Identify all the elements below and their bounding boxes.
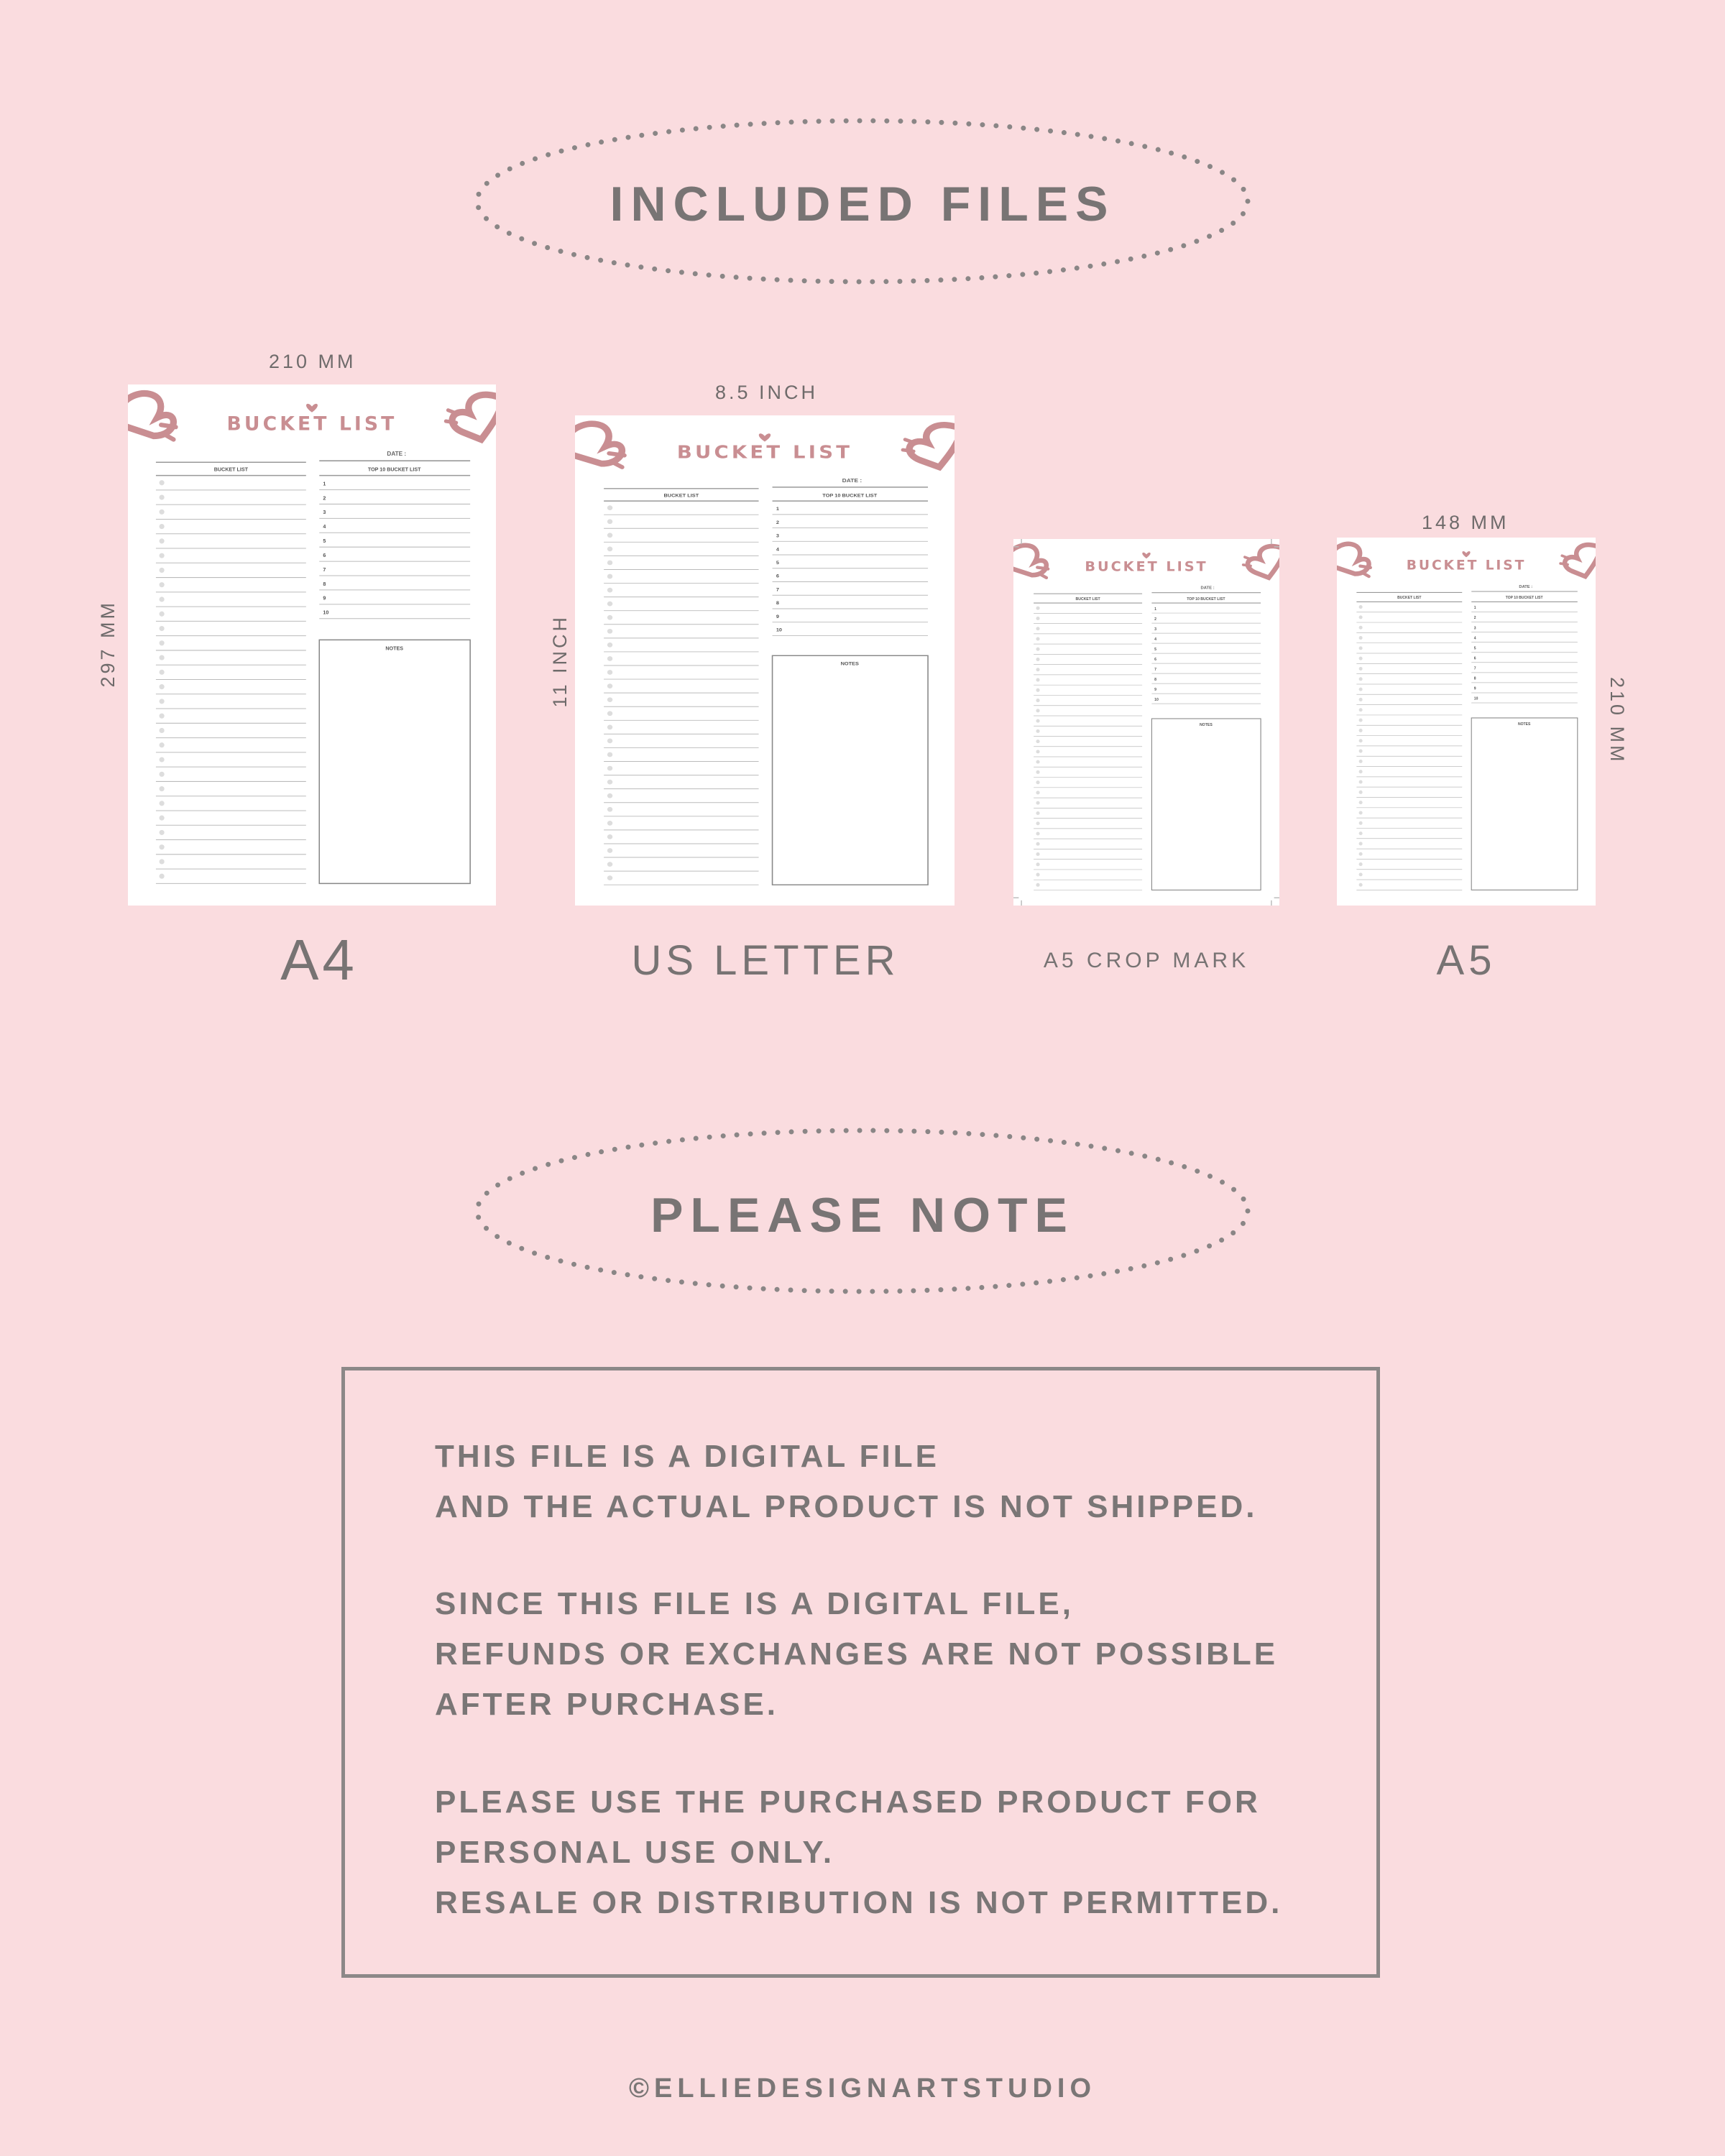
top10-number: 4 bbox=[1154, 637, 1156, 642]
top10-number: 4 bbox=[776, 547, 779, 553]
notes-label: NOTES bbox=[1199, 723, 1213, 727]
planner-page bbox=[128, 384, 496, 906]
heart-right-icon bbox=[1248, 546, 1279, 578]
included-files-title: INCLUDED FILES bbox=[610, 177, 1116, 231]
a5-width-label: 148 MM bbox=[1422, 512, 1509, 533]
top10-number: 5 bbox=[776, 561, 779, 566]
a4-planner-preview bbox=[128, 384, 496, 906]
top10-number: 4 bbox=[1473, 636, 1476, 641]
top10-number: 2 bbox=[1154, 617, 1156, 622]
top10-number: 5 bbox=[323, 538, 326, 545]
planner-page bbox=[1013, 539, 1279, 906]
bucket-list-header: BUCKET LIST bbox=[663, 493, 699, 499]
notice-paragraph-1 bbox=[435, 1432, 1258, 1532]
us-letter-height-label: 11 INCH bbox=[549, 614, 571, 708]
top10-number: 1 bbox=[1473, 606, 1476, 611]
please-note-title: PLEASE NOTE bbox=[650, 1188, 1075, 1243]
planner-date-label: DATE : bbox=[842, 477, 862, 484]
top10-number: 2 bbox=[776, 520, 779, 525]
top10-number: 6 bbox=[1473, 656, 1476, 661]
heart-right-icon bbox=[1565, 545, 1596, 576]
notes-label: NOTES bbox=[840, 661, 859, 667]
top10-number: 4 bbox=[323, 524, 326, 530]
small-heart-icon bbox=[1462, 551, 1470, 557]
small-heart-icon bbox=[759, 433, 770, 441]
small-heart-icon bbox=[306, 404, 318, 413]
top10-number: 10 bbox=[776, 627, 783, 633]
notes-label: NOTES bbox=[1517, 722, 1531, 727]
bucket-list-header: BUCKET LIST bbox=[1075, 596, 1100, 602]
bucket-list-header: BUCKET LIST bbox=[1397, 596, 1422, 601]
notice-line: AND THE ACTUAL PRODUCT IS NOT SHIPPED. bbox=[435, 1489, 1258, 1524]
top10-number: 2 bbox=[323, 495, 326, 502]
a5-planner-preview bbox=[1337, 538, 1596, 906]
top10-number: 10 bbox=[1473, 696, 1478, 701]
heart-right-icon bbox=[452, 395, 496, 439]
planner-date-label: DATE : bbox=[1200, 586, 1215, 591]
top10-number: 9 bbox=[1154, 687, 1156, 692]
top10-number: 8 bbox=[323, 581, 326, 587]
notice-line: THIS FILE IS A DIGITAL FILE bbox=[435, 1439, 939, 1474]
top10-number: 8 bbox=[776, 601, 779, 607]
top10-number: 6 bbox=[323, 552, 326, 558]
notice-line: PERSONAL USE ONLY. bbox=[435, 1835, 835, 1870]
top10-number: 9 bbox=[776, 614, 779, 619]
top10-number: 3 bbox=[1154, 627, 1156, 632]
planner-date-label: DATE : bbox=[1519, 584, 1533, 589]
top10-number: 5 bbox=[1473, 646, 1476, 651]
planner-page bbox=[1337, 538, 1596, 906]
planner-title: BUCKET LIST bbox=[226, 413, 397, 436]
top10-number: 10 bbox=[1154, 697, 1159, 702]
top10-number: 3 bbox=[776, 533, 779, 539]
heart-left-icon bbox=[1337, 544, 1369, 574]
notice-line: RESALE OR DISTRIBUTION IS NOT PERMITTED. bbox=[435, 1885, 1283, 1920]
a5-size-label: A5 bbox=[1436, 937, 1496, 984]
top10-number: 9 bbox=[1473, 686, 1476, 691]
heart-right-icon bbox=[909, 425, 954, 467]
top10-header: TOP 10 BUCKET LIST bbox=[367, 466, 421, 473]
top10-number: 7 bbox=[1473, 666, 1476, 671]
us-letter-size-label: US LETTER bbox=[631, 937, 900, 984]
top10-number: 7 bbox=[1154, 667, 1156, 672]
a5-crop-planner-preview bbox=[1013, 539, 1279, 906]
small-heart-icon bbox=[1142, 553, 1151, 558]
notice-paragraph-2 bbox=[435, 1579, 1278, 1730]
us-letter-width-label: 8.5 INCH bbox=[715, 382, 819, 403]
top10-number: 10 bbox=[323, 609, 329, 616]
top10-number: 7 bbox=[323, 566, 326, 573]
notice-paragraph-3 bbox=[435, 1777, 1282, 1928]
top10-number: 8 bbox=[1473, 676, 1476, 681]
top10-number: 2 bbox=[1473, 616, 1476, 621]
a4-width-label: 210 MM bbox=[269, 351, 356, 372]
copyright-footer: ©ELLIEDESIGNARTSTUDIO bbox=[628, 2073, 1097, 2104]
top10-number: 3 bbox=[1473, 626, 1476, 631]
planner-title: BUCKET LIST bbox=[1085, 558, 1208, 575]
heart-left-icon bbox=[575, 424, 622, 464]
top10-number: 1 bbox=[1154, 607, 1156, 612]
top10-number: 6 bbox=[1154, 657, 1156, 662]
planner-title: BUCKET LIST bbox=[1406, 558, 1527, 573]
top10-number: 1 bbox=[776, 507, 779, 512]
notes-label: NOTES bbox=[385, 645, 404, 652]
planner-date-label: DATE : bbox=[387, 451, 407, 458]
planner-title: BUCKET LIST bbox=[676, 442, 853, 464]
a4-height-label: 297 MM bbox=[97, 600, 119, 688]
top10-number: 3 bbox=[323, 510, 326, 516]
top10-header: TOP 10 BUCKET LIST bbox=[1505, 596, 1543, 601]
a5-height-label: 210 MM bbox=[1606, 677, 1628, 765]
top10-header: TOP 10 BUCKET LIST bbox=[1187, 596, 1225, 602]
top10-header: TOP 10 BUCKET LIST bbox=[822, 493, 878, 499]
notice-line: SINCE THIS FILE IS A DIGITAL FILE, bbox=[435, 1586, 1074, 1621]
top10-number: 6 bbox=[776, 573, 779, 579]
heart-left-icon bbox=[128, 393, 173, 436]
notice-line: PLEASE USE THE PURCHASED PRODUCT FOR bbox=[435, 1784, 1261, 1820]
top10-number: 9 bbox=[323, 595, 326, 602]
notice-line: REFUNDS OR EXCHANGES ARE NOT POSSIBLE bbox=[435, 1636, 1279, 1672]
notice-box bbox=[341, 1367, 1380, 1978]
us-letter-planner-preview bbox=[575, 415, 954, 906]
top10-number: 1 bbox=[323, 481, 326, 487]
top10-number: 7 bbox=[776, 587, 779, 593]
a5-crop-size-label: A5 CROP MARK bbox=[1043, 949, 1250, 972]
top10-number: 8 bbox=[1154, 677, 1156, 682]
planner-page bbox=[575, 415, 954, 906]
a4-size-label: A4 bbox=[280, 928, 358, 992]
bucket-list-header: BUCKET LIST bbox=[213, 466, 249, 473]
top10-number: 5 bbox=[1154, 647, 1156, 652]
heart-left-icon bbox=[1013, 545, 1046, 575]
notice-line: AFTER PURCHASE. bbox=[435, 1687, 779, 1722]
